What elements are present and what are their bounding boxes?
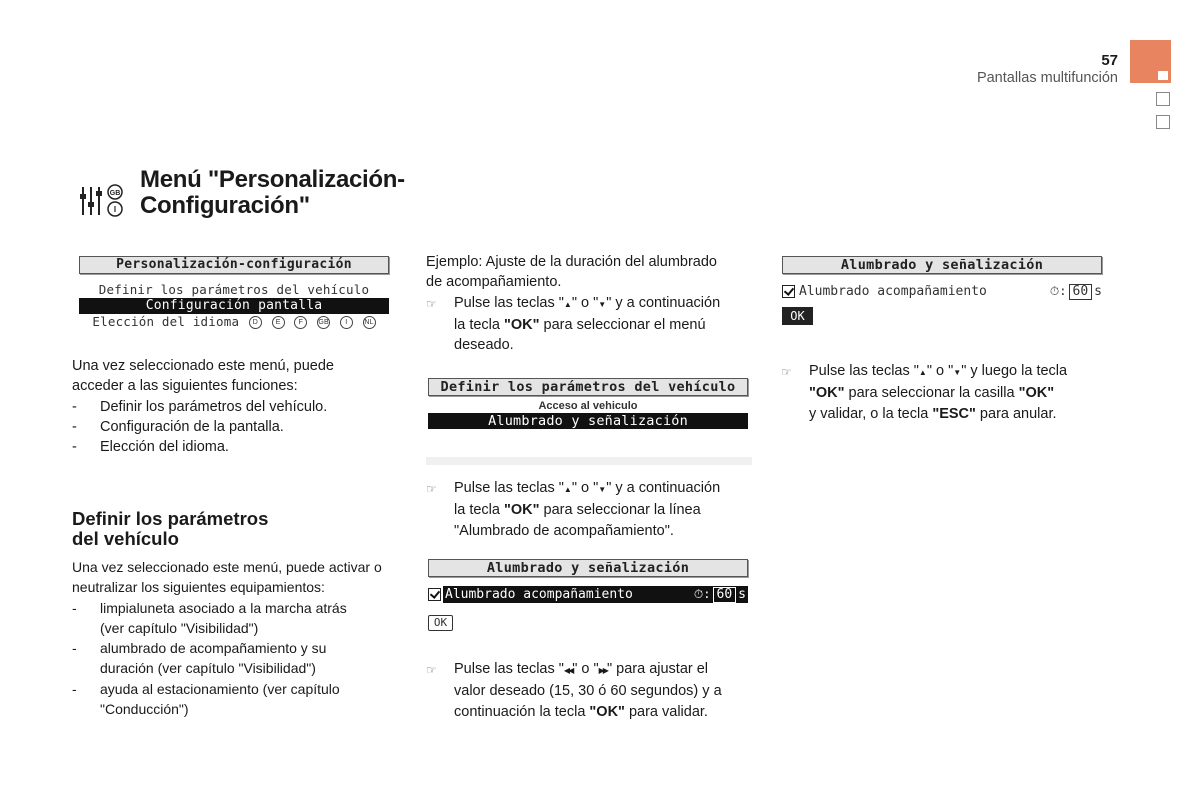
intro-line: acceder a las siguientes funciones: bbox=[72, 378, 298, 395]
list-item bbox=[72, 638, 402, 679]
stopwatch-icon: ⏱: bbox=[1049, 284, 1067, 298]
screen-option-row bbox=[428, 586, 748, 603]
ok-button: OK bbox=[428, 615, 453, 631]
instruction-paragraph bbox=[781, 361, 1111, 424]
display-screen-vehicle-params bbox=[428, 378, 748, 429]
page-number: 57 bbox=[1101, 52, 1118, 69]
up-arrow-icon: ▲ bbox=[918, 368, 927, 377]
ok-key-label: "OK" bbox=[1018, 385, 1055, 402]
screen-menu-item-language bbox=[79, 314, 389, 330]
ok-key-label: "OK" bbox=[589, 703, 625, 720]
display-screen-personalization bbox=[79, 256, 389, 330]
down-arrow-icon: ▼ bbox=[953, 368, 962, 377]
display-screen-lighting-ok bbox=[782, 256, 1102, 325]
flag-e-icon: E bbox=[272, 316, 285, 329]
screen-menu-item-selected: Configuración pantalla bbox=[79, 298, 389, 314]
section-intro-line: Una vez seleccionado este menú, puede activar o bbox=[72, 559, 382, 575]
instruction-line: y validar, o la tecla "ESC" para anular. bbox=[809, 405, 1057, 422]
list-item-line: - alumbrado de acompañamiento y su bbox=[100, 640, 327, 657]
section-heading-line: Definir los parámetros bbox=[72, 508, 269, 529]
instruction-line: la tecla "OK" para seleccionar el menú bbox=[454, 316, 706, 333]
option-label: Alumbrado acompañamiento bbox=[799, 284, 987, 299]
example-line: de acompañamiento. bbox=[426, 274, 562, 291]
fast-forward-icon: ▶▶ bbox=[598, 666, 607, 675]
instruction-paragraph bbox=[426, 478, 756, 541]
screen-option-row bbox=[782, 283, 1102, 300]
instruction-line: Pulse las teclas "◀◀" o "▶▶" para ajustar el bbox=[454, 661, 709, 677]
section-heading-line: del vehículo bbox=[72, 528, 179, 549]
instruction-step bbox=[781, 361, 1111, 424]
intro-paragraph bbox=[72, 356, 402, 457]
checkbox-checked-icon bbox=[428, 588, 441, 601]
up-arrow-icon: ▲ bbox=[563, 299, 572, 309]
flag-nl-icon: NL bbox=[363, 316, 376, 329]
duration-unit: s bbox=[1094, 284, 1102, 299]
instruction-line: Pulse las teclas "▲" o "▼" y a continuación bbox=[454, 480, 721, 496]
list-item-line: duración (ver capítulo "Visibilidad") bbox=[100, 660, 316, 677]
pointing-hand-icon: ☞ bbox=[426, 296, 437, 311]
page-title bbox=[140, 167, 405, 219]
list-item: - Elección del idioma. bbox=[72, 437, 402, 457]
list-item-line: (ver capítulo "Visibilidad") bbox=[100, 619, 259, 636]
duration-unit: s bbox=[738, 587, 746, 602]
screen-header: Definir los parámetros del vehículo bbox=[428, 378, 748, 396]
list-item-line: "Conducción") bbox=[100, 701, 189, 718]
chapter-tab-box bbox=[1156, 115, 1170, 129]
list-item bbox=[72, 679, 402, 720]
instruction-step bbox=[426, 293, 756, 356]
equipment-paragraph bbox=[72, 557, 402, 719]
instruction-line: deseado. bbox=[454, 337, 514, 354]
down-arrow-icon: ▼ bbox=[598, 299, 607, 309]
screen-menu-item: Definir los parámetros del vehículo bbox=[98, 282, 370, 297]
example-line: Ejemplo: Ajuste de la duración del alumbrado bbox=[426, 254, 717, 270]
chapter-tab-marker bbox=[1158, 71, 1168, 80]
up-arrow-icon: ▲ bbox=[563, 485, 572, 494]
ok-key-label: "OK" bbox=[503, 502, 540, 519]
example-paragraph bbox=[426, 252, 756, 355]
flag-i-icon: I bbox=[340, 316, 353, 329]
ok-key-label: "OK" bbox=[809, 385, 845, 402]
screen-header: Alumbrado y señalización bbox=[782, 256, 1102, 274]
duration-value: 60 bbox=[1069, 284, 1093, 300]
section-title: Pantallas multifunción bbox=[976, 70, 1118, 86]
svg-text:I: I bbox=[113, 205, 117, 214]
flag-gb-icon: GB bbox=[317, 316, 330, 329]
screen-header: Personalización-configuración bbox=[79, 256, 389, 274]
rewind-icon: ◀◀ bbox=[563, 666, 573, 675]
instruction-line: Pulse las teclas "▲" o "▼" y a continuación bbox=[454, 294, 721, 311]
instruction-line: valor deseado (15, 30 ó 60 segundos) y a bbox=[454, 683, 722, 700]
screen-separator bbox=[426, 457, 752, 465]
settings-sliders-flags-icon bbox=[78, 184, 124, 218]
svg-text:GB: GB bbox=[109, 190, 121, 197]
display-screen-lighting bbox=[428, 559, 748, 631]
instruction-step bbox=[426, 659, 756, 722]
esc-key-label: "ESC" bbox=[932, 405, 976, 422]
intro-line: Una vez seleccionado este menú, puede bbox=[72, 358, 334, 374]
pointing-hand-icon: ☞ bbox=[426, 482, 437, 496]
option-label-selected: Alumbrado acompañamiento bbox=[445, 587, 633, 602]
list-item-line: - limpialuneta asociado a la marcha atrás bbox=[100, 599, 347, 616]
option-value-area bbox=[989, 283, 1102, 300]
list-item-line: - ayuda al estacionamiento (ver capítulo bbox=[100, 680, 340, 697]
instruction-line: la tecla "OK" para seleccionar la línea bbox=[454, 502, 701, 519]
down-arrow-icon: ▼ bbox=[598, 485, 607, 494]
instruction-paragraph bbox=[426, 659, 756, 722]
list-item: - Configuración de la pantalla. bbox=[72, 417, 402, 437]
instruction-line: Pulse las teclas "▲" o "▼" y luego la tecla bbox=[809, 363, 1068, 379]
ok-button-selected: OK bbox=[782, 307, 813, 325]
screen-subheader: Acceso al vehiculo bbox=[538, 400, 638, 412]
instruction-line: "OK" para seleccionar la casilla "OK" bbox=[809, 385, 1055, 402]
section-heading bbox=[72, 509, 268, 549]
instruction-line: "Alumbrado de acompañamiento". bbox=[454, 522, 674, 539]
list-item: - Definir los parámetros del vehículo. bbox=[72, 397, 402, 417]
list-item bbox=[72, 598, 402, 639]
screen-header: Alumbrado y señalización bbox=[428, 559, 748, 577]
pointing-hand-icon: ☞ bbox=[781, 365, 792, 379]
checkbox-checked-icon bbox=[782, 285, 795, 298]
screen-menu-item-label: Elección del idioma bbox=[92, 314, 240, 329]
ok-key-label: "OK" bbox=[503, 316, 540, 333]
page-title-line: Menú "Personalización- bbox=[140, 166, 405, 193]
instruction-step bbox=[426, 478, 756, 541]
page-title-line: Configuración" bbox=[140, 192, 310, 219]
duration-value: 60 bbox=[713, 587, 737, 603]
instruction-line: continuación la tecla "OK" para validar. bbox=[454, 703, 708, 720]
flag-d-icon: D bbox=[249, 316, 262, 329]
flag-f-icon: F bbox=[294, 316, 307, 329]
chapter-tab-box bbox=[1156, 92, 1170, 106]
option-value-area bbox=[635, 586, 748, 603]
stopwatch-icon: ⏱: bbox=[693, 587, 711, 601]
pointing-hand-icon: ☞ bbox=[426, 663, 437, 677]
screen-menu-item-selected: Alumbrado y señalización bbox=[428, 413, 748, 429]
section-intro-line: neutralizar los siguientes equipamientos: bbox=[72, 579, 325, 596]
